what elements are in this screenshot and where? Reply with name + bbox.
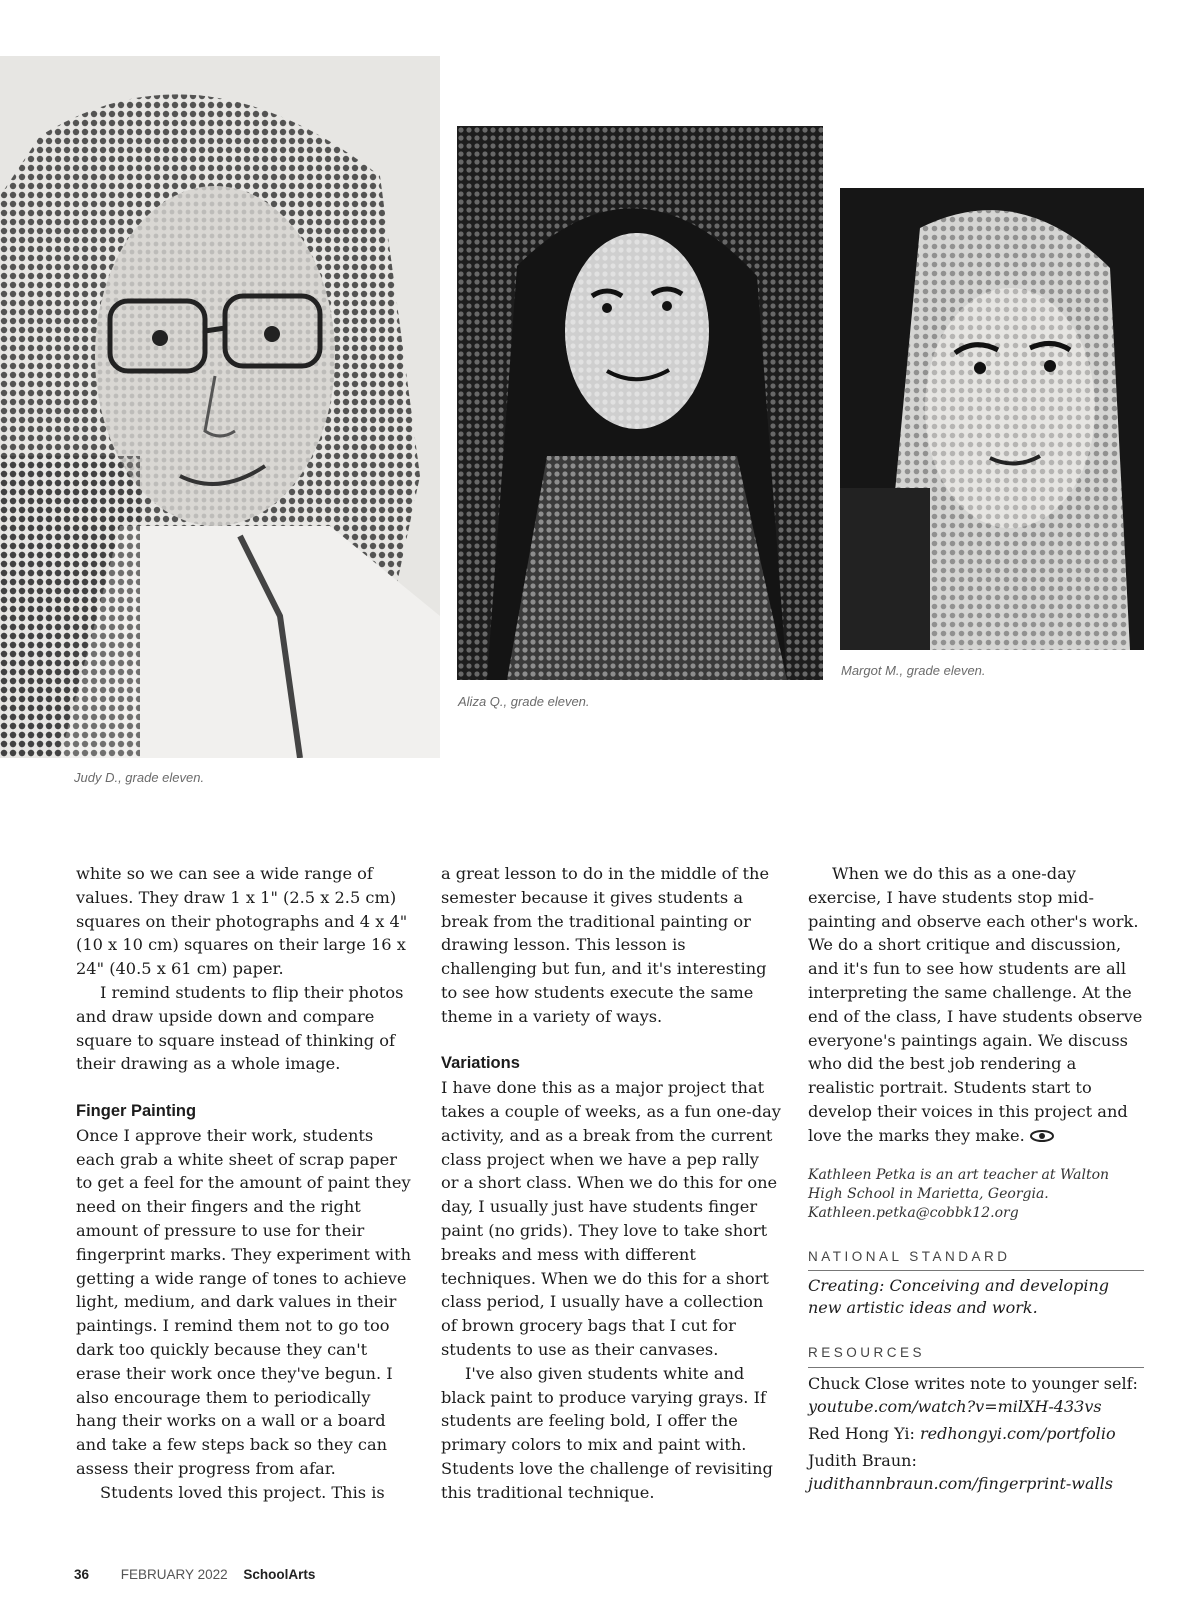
resource-link[interactable]: youtube.com/watch?v=milXH-433vs: [808, 1397, 1102, 1417]
end-mark-icon: [1029, 1129, 1055, 1143]
page-number: 36: [74, 1567, 90, 1582]
caption-aliza: Aliza Q., grade eleven.: [458, 694, 590, 709]
resource-link[interactable]: redhongyi.com/portfolio: [919, 1424, 1116, 1444]
section-heading-finger-painting: Finger Painting: [76, 1101, 197, 1120]
resource-item: [808, 1372, 1144, 1418]
issue-date: FEBRUARY 2022: [120, 1567, 228, 1582]
article-column-3: [808, 862, 1144, 1495]
closing-paragraph-text: When we do this as a one-day exercise, I have students stop mid-painting and observe each other's work. We do a short critique and discussion, and it's fun to see how students are all interpreting the same challenge. At the end of the class, I have students observe everyone's paintings again. We discuss who did the best job rendering a realistic portrait. Students start to develop their voices in this project and love the marks they make.: [808, 864, 1143, 1145]
paragraph: I remind students to flip their photos and draw upside down and compare square to square instead of thinking of their drawing as a whole image.: [76, 982, 404, 1074]
paragraph: Once I approve their work, students each grab a white sheet of scrap paper to get a feel for the amount of paint they need on their fingers and the right amount of pressure to use for their fingerprint marks. They experiment with getting a wide range of tones to achieve light, medium, and dark values in their paintings. I remind them not to go too dark too quickly because they can't erase their work once they've begun. I also encourage them to periodically hang their works on a wall or a board and take a few steps back so they can assess their progress from afar.: [76, 1125, 412, 1478]
section-heading-variations: Variations: [441, 1054, 520, 1073]
portrait-margot: [840, 188, 1144, 650]
resource-name: Judith Braun:: [808, 1451, 917, 1471]
resource-item: [808, 1422, 1144, 1445]
magazine-name: SchoolArts: [243, 1567, 316, 1582]
resources-label: RESOURCES: [808, 1341, 1144, 1368]
resource-item: [808, 1449, 1144, 1495]
article-column-2: [441, 862, 781, 1505]
article-column-1: [76, 862, 416, 1505]
portrait-judy: [0, 56, 440, 758]
national-standard-label: NATIONAL STANDARD: [808, 1245, 1144, 1272]
paragraph: a great lesson to do in the middle of the semester because it gives students a break from the traditional painting or drawing lesson. This lesson is challenging but fun, and it's interesting to see how students execute the same theme in a variety of ways.: [441, 864, 770, 1026]
caption-margot: Margot M., grade eleven.: [841, 663, 986, 678]
paragraph: [808, 862, 1144, 1148]
resource-name: Chuck Close writes note to younger self:: [808, 1374, 1138, 1394]
resource-link[interactable]: judithannbraun.com/fingerprint-walls: [808, 1474, 1113, 1494]
national-standard-text: Creating: Conceiving and developing new artistic ideas and work.: [808, 1276, 1110, 1318]
paragraph: I've also given students white and black paint to produce varying grays. If students are feeling bold, I offer the primary colors to mix and paint with. Students love the challenge of revisiting this traditional technique.: [441, 1363, 773, 1502]
page-footer: [74, 1567, 315, 1582]
resource-name: Red Hong Yi:: [808, 1424, 915, 1444]
author-bio: Kathleen Petka is an art teacher at Walton High School in Marietta, Georgia. Kathleen.petka@cobbk12.org: [808, 1166, 1110, 1221]
paragraph: white so we can see a wide range of values. They draw 1 x 1" (2.5 x 2.5 cm) squares on their photographs and 4 x 4" (10 x 10 cm) squares on their large 16 x 24" (40.5 x 61 cm) paper.: [76, 864, 408, 979]
caption-judy: Judy D., grade eleven.: [74, 770, 205, 785]
portrait-aliza: [457, 126, 823, 680]
paragraph: I have done this as a major project that takes a couple of weeks, as a fun one-day activity, and as a break from the current class project when we have a pep rally or a short class. When we do this for one day, I usually just have students finger paint (no grids). They love to take short breaks and mess with different techniques. When we do this for a short class period, I usually have a collection of brown grocery bags that I cut for students to use as their canvases.: [441, 1078, 781, 1359]
paragraph: Students loved this project. This is: [100, 1482, 385, 1502]
